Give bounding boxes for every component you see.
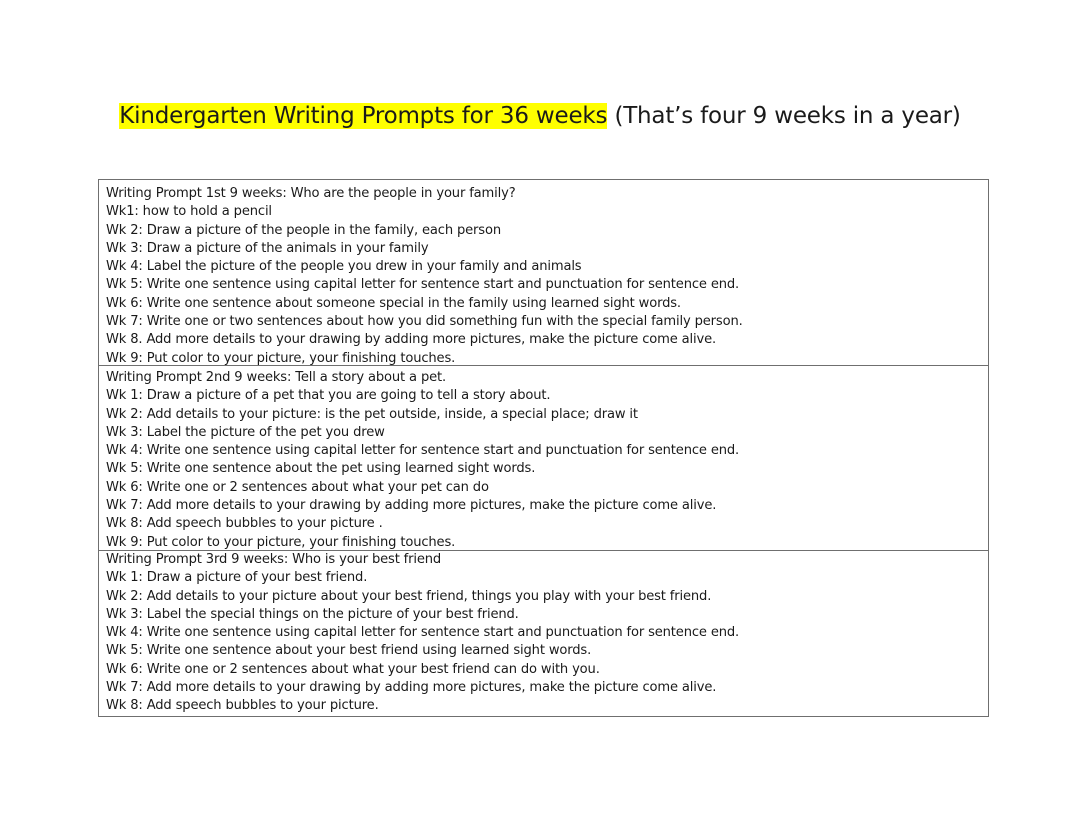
week-item: Wk 2: Draw a picture of the people in the family, each person <box>106 222 501 238</box>
week-item: Wk 1: Draw a picture of your best friend. <box>106 570 368 586</box>
title-subtitle-text: (That’s four 9 weeks in a year) <box>614 103 961 129</box>
week-item: Wk 9: Put color to your picture, your finishing touches. <box>106 534 456 550</box>
week-item: Wk 8. Add more details to your drawing by adding more pictures, make the picture come alive. <box>106 332 717 348</box>
week-item: Wk 1: Draw a picture of a pet that you are going to tell a story about. <box>106 388 551 404</box>
prompts-table <box>98 179 989 717</box>
week-item: Wk 5: Write one sentence about your best friend using learned sight words. <box>106 643 592 659</box>
week-item: Wk 3: Label the special things on the picture of your best friend. <box>106 606 519 622</box>
prompt-block-3rd-9-weeks <box>99 551 988 716</box>
prompt-block-1st-9-weeks <box>99 180 988 366</box>
prompt-heading: Writing Prompt 1st 9 weeks: Who are the people in your family? <box>106 186 516 201</box>
week-item: Wk 2: Add details to your picture about your best friend, things you play with your best friend. <box>106 588 712 604</box>
week-item: Wk 4: Write one sentence using capital letter for sentence start and punctuation for sentence end. <box>106 625 740 641</box>
week-item: Wk 8: Add speech bubbles to your picture. <box>106 698 379 714</box>
week-item: Wk 3: Label the picture of the pet you drew <box>106 424 385 440</box>
week-item: Wk1: how to hold a pencil <box>106 204 272 220</box>
week-item: Wk 7: Write one or two sentences about how you did something fun with the special family person. <box>106 314 743 330</box>
week-item: Wk 7: Add more details to your drawing by adding more pictures, make the picture come alive. <box>106 680 717 696</box>
week-item: Wk 4: Write one sentence using capital letter for sentence start and punctuation for sentence end. <box>106 443 740 459</box>
week-item: Wk 3: Draw a picture of the animals in your family <box>106 240 429 256</box>
week-item: Wk 4: Label the picture of the people you drew in your family and animals <box>106 259 582 275</box>
title-highlighted-text: Kindergarten Writing Prompts for 36 weeks <box>119 103 608 129</box>
week-item: Wk 5: Write one sentence about the pet using learned sight words. <box>106 461 536 477</box>
week-item: Wk 8: Add speech bubbles to your picture . <box>106 516 383 532</box>
prompt-heading: Writing Prompt 3rd 9 weeks: Who is your best friend <box>106 552 442 567</box>
prompt-block-2nd-9-weeks <box>99 366 988 551</box>
week-item: Wk 9: Put color to your picture, your finishing touches. <box>106 350 456 366</box>
week-item: Wk 6: Write one or 2 sentences about what your best friend can do with you. <box>106 661 600 677</box>
prompt-heading: Writing Prompt 2nd 9 weeks: Tell a story about a pet. <box>106 370 447 385</box>
page-title <box>0 96 1080 136</box>
week-item: Wk 6: Write one sentence about someone special in the family using learned sight words. <box>106 295 681 311</box>
week-item: Wk 7: Add more details to your drawing by adding more pictures, make the picture come alive. <box>106 498 717 514</box>
week-item: Wk 5: Write one sentence using capital letter for sentence start and punctuation for sentence end. <box>106 277 740 293</box>
week-item: Wk 2: Add details to your picture: is the pet outside, inside, a special place; draw it <box>106 406 638 422</box>
week-item: Wk 6: Write one or 2 sentences about what your pet can do <box>106 479 489 495</box>
